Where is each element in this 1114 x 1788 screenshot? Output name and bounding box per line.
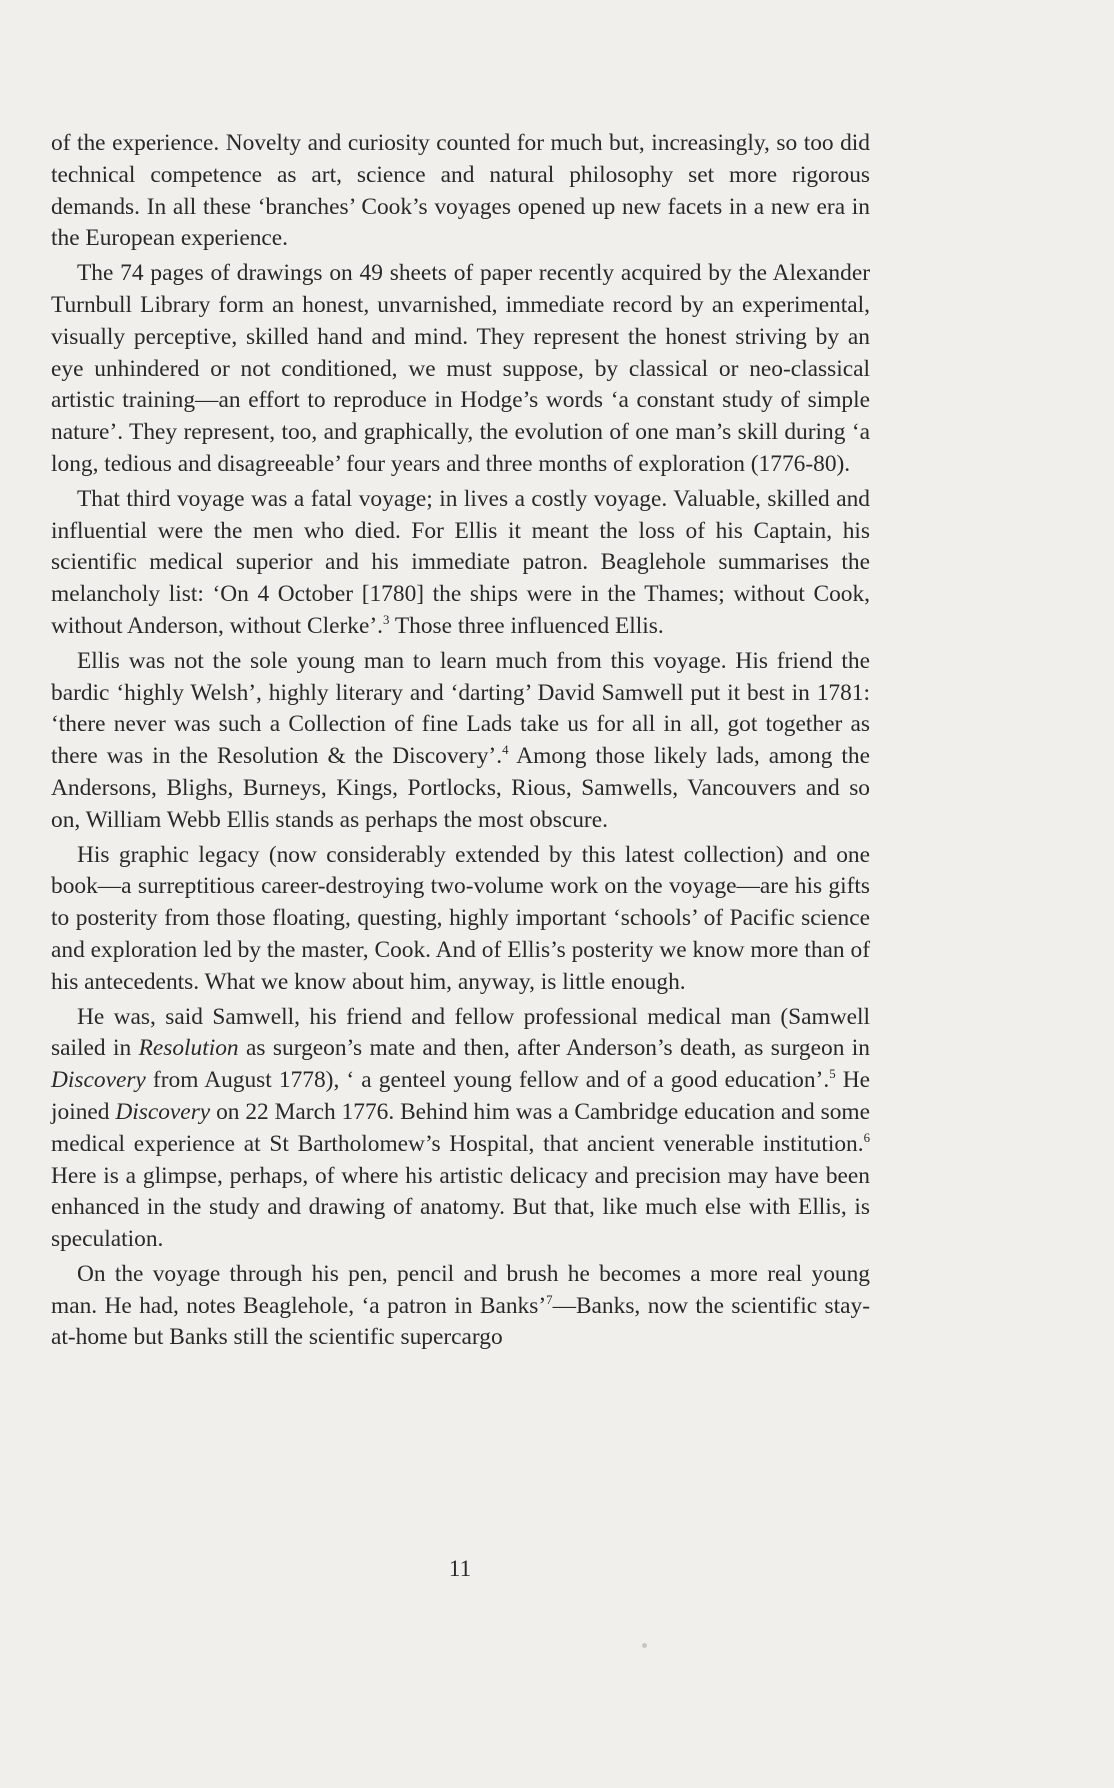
footnote-marker: 5 (829, 1067, 836, 1082)
paragraph (51, 128, 870, 255)
text-run: of the experience. Novelty and curiosity counted for much but, increasingly, so too did technical competence as art, science and natural philosophy set more rigorous demands. In all these ‘branches’ Cook’s voyages opened up new facets in a new era in the European experience. (51, 130, 870, 252)
text-run: That third voyage was a fatal voyage; in lives a costly voyage. Valuable, skilled and influential were the men who died. For Ellis it meant the loss of his Captain, his scientific medical superior and his immediate patron. Beaglehole summarises the melancholy list: ‘On 4 October [1780] the ships were in the Thames; without Cook, without Anderson, without Clerke’. (51, 485, 870, 639)
paragraph (51, 646, 870, 837)
text-run: His graphic legacy (now considerably extended by this latest collection) and one book—a surreptitious career-destroying two-volume work on the voyage—are his gifts to posterity from those floating, questing, highly important ‘schools’ of Pacific science and exploration led by the master, Cook. And of Ellis’s posterity we know more than of his antecedents. What we know about him, anyway, is little enough. (51, 841, 870, 995)
footnote-marker: 3 (382, 612, 390, 627)
text-run: on 22 March 1776. Behind him was a Cambridge education and some medical experience at St Bartholomew’s Hospital, that ancient venerable institution. (51, 1098, 870, 1157)
paragraph (51, 1002, 870, 1256)
text-run: —Banks, now the scientific stay-at-home but Banks still the scientific supercargo (51, 1292, 870, 1351)
italic-text: Discovery (51, 1067, 146, 1094)
text-run: The 74 pages of drawings on 49 sheets of paper recently acquired by the Alexander Turnbull Library form an honest, unvarnished, immediate record by an experimental, visually perceptive, skilled hand and mind. They represent the honest striving by an eye unhindered or not conditioned, we must suppose, by classical or neo-classical artistic training—an effort to reproduce in Hodge’s words ‘a constant study of simple nature’. They represent, too, and graphically, the evolution of one man’s skill during ‘a long, tedious and disagreeable’ four years and three months of exploration (1776-80). (51, 260, 870, 477)
footnote-marker: 7 (546, 1292, 553, 1307)
text-run: Ellis was not the sole young man to learn much from this voyage. His friend the bardic ‘highly Welsh’, highly literary and ‘darting’ David Samwell put it best in 1781: ‘there never was such a Collection of fine Lads take us for all in all, got together as there was in the Resolution & the Discovery’. (51, 647, 870, 770)
page-body (51, 128, 870, 1354)
paragraph (51, 258, 870, 481)
text-run: Among those likely lads, among the Andersons, Blighs, Burneys, Kings, Portlocks, Rious, Samwells, Vancouvers and so on, William Webb Ellis stands as perhaps the most obscure. (51, 743, 871, 833)
text-run: from August 1778), ‘ a genteel young fellow and of a good education’. (145, 1067, 830, 1094)
text-run: Those three influenced Ellis. (389, 612, 664, 639)
text-run: as surgeon’s mate and then, after Anderson’s death, as surgeon in (238, 1035, 870, 1062)
italic-text: Discovery (115, 1098, 211, 1125)
paragraph (51, 840, 870, 999)
text-run: He was, said Samwell, his friend and fellow professional medical man (Samwell sailed in (51, 1003, 870, 1062)
footnote-marker: 4 (502, 743, 509, 758)
text-run: He joined (51, 1067, 870, 1125)
text-run: On the voyage through his pen, pencil and brush he becomes a more real young man. He had, notes Beaglehole, ‘a patron in Banks’ (51, 1260, 870, 1319)
paragraph (51, 484, 870, 643)
italic-text: Resolution (138, 1035, 239, 1062)
paragraph (51, 1259, 870, 1354)
text-run: Here is a glimpse, perhaps, of where his artistic delicacy and precision may have been enhanced in the study and drawing of anatomy. But that, like much else with Ellis, is speculation. (51, 1162, 870, 1253)
paper-speck (642, 1643, 647, 1648)
footnote-marker: 6 (863, 1130, 870, 1145)
page-number: 11 (448, 1556, 472, 1581)
